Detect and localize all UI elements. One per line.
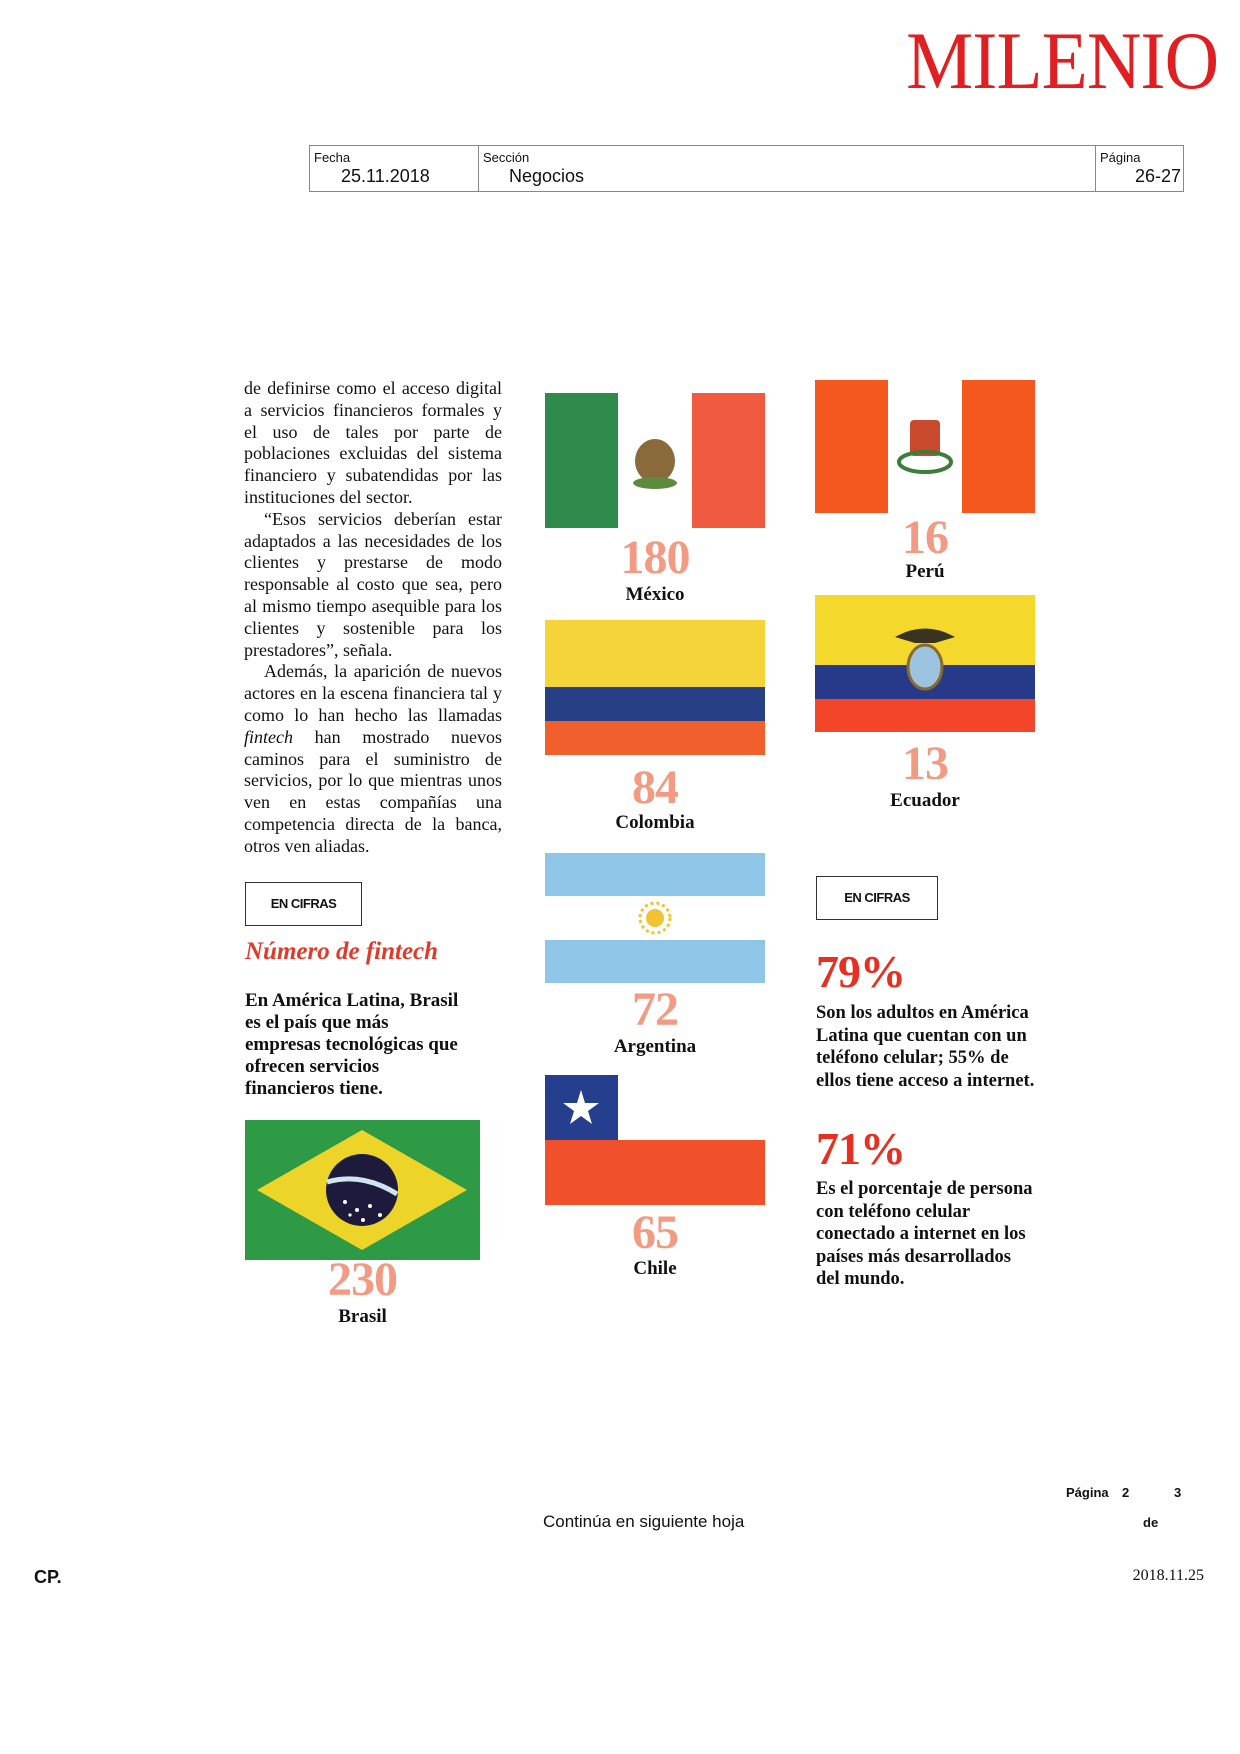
en-cifras-box-left: EN CIFRAS: [245, 882, 362, 926]
cp-label: CP.: [34, 1567, 62, 1587]
pagina-value: 26-27: [1134, 166, 1181, 186]
footer-page-total: 3: [1174, 1485, 1182, 1500]
footer-de: de: [1143, 1515, 1159, 1530]
peru-flag: [815, 380, 1035, 513]
article-column: [244, 378, 502, 858]
chile-name: Chile: [633, 1258, 677, 1279]
infographic-intro: En América Latina, Brasil es el país que más empresas tecnológicas que ofrecen servicios financieros tiene.: [245, 990, 459, 1099]
mexico-name: México: [625, 584, 685, 605]
ecuador-name: Ecuador: [890, 790, 960, 811]
seccion-value: Negocios: [509, 166, 585, 186]
fecha-cell: [310, 146, 479, 191]
chile-flag: [545, 1075, 765, 1205]
ecuador-number: 13: [902, 737, 948, 790]
brasil-name: Brasil: [338, 1306, 387, 1327]
colombia-number: 84: [632, 761, 678, 814]
argentina-number: 72: [632, 983, 678, 1036]
article-paragraph-3: [244, 661, 502, 857]
pagina-cell: [1096, 146, 1183, 191]
stat1-text: Son los adultos en América Latina que cuentan con un teléfono celular; 55% de ellos tiene acceso a internet.: [816, 1003, 1035, 1091]
pagina-label: Página: [1100, 150, 1141, 165]
ecuador-flag: [815, 595, 1035, 732]
stat2-value: 71%: [816, 1123, 905, 1174]
milenio-logo: MILENIO: [905, 15, 1218, 106]
colombia-flag: [545, 620, 765, 755]
mexico-number: 180: [620, 531, 690, 584]
fecha-value: 25.11.2018: [341, 166, 430, 186]
fecha-label: Fecha: [314, 150, 351, 165]
article-paragraph-3-text-a: Además, la aparición de nuevos actores en la escena financiera tal y como lo han hecho las llamadas: [244, 661, 502, 725]
stat1-value: 79%: [816, 946, 905, 997]
fintech-emphasis: fintech: [244, 726, 293, 747]
en-cifras-box-right: EN CIFRAS: [816, 876, 938, 920]
seccion-label: Sección: [483, 150, 530, 165]
article-paragraph-1: de definirse como el acceso digital a servicios financieros formales y el uso de tales por parte de poblaciones excluidas del sistema financiero y subatendidas por las instituciones del sector.: [244, 378, 502, 507]
footer-page-num: 2: [1122, 1485, 1130, 1500]
mexico-flag: [545, 393, 765, 528]
argentina-name: Argentina: [613, 1036, 697, 1057]
article-paragraph-3-text-b: han mostrado nuevos caminos para el suministro de servicios, por lo que mientras unos ven en estas compañías una competencia directa de la banca, otros ven aliadas.: [244, 726, 502, 856]
peru-name: Perú: [905, 561, 945, 582]
peru-number: 16: [902, 511, 948, 564]
article-paragraph-2: “Esos servicios deberían estar adaptados a las necesidades de los clientes y prestarse de modo responsable al costo que sea, pero al mismo tiempo asequible para los clientes y sostenible para los prestadores”, señala.: [244, 508, 502, 660]
footer-pagina-label: Página: [1066, 1485, 1109, 1500]
brasil-number: 230: [328, 1253, 397, 1306]
infographic-title: Número de fintech: [245, 938, 439, 965]
colombia-name: Colombia: [615, 812, 695, 833]
argentina-flag: [545, 853, 765, 983]
metadata-table: [309, 145, 1184, 192]
continua-text: Continúa en siguiente hoja: [543, 1512, 745, 1531]
brasil-flag: [245, 1120, 480, 1260]
chile-number: 65: [632, 1206, 678, 1259]
footer-date: 2018.11.25: [1132, 1567, 1204, 1584]
stat2-text: Es el porcentaje de persona con teléfono celular conectado a internet en los países más desarrollados del mundo.: [816, 1179, 1033, 1289]
seccion-cell: [479, 146, 1096, 191]
